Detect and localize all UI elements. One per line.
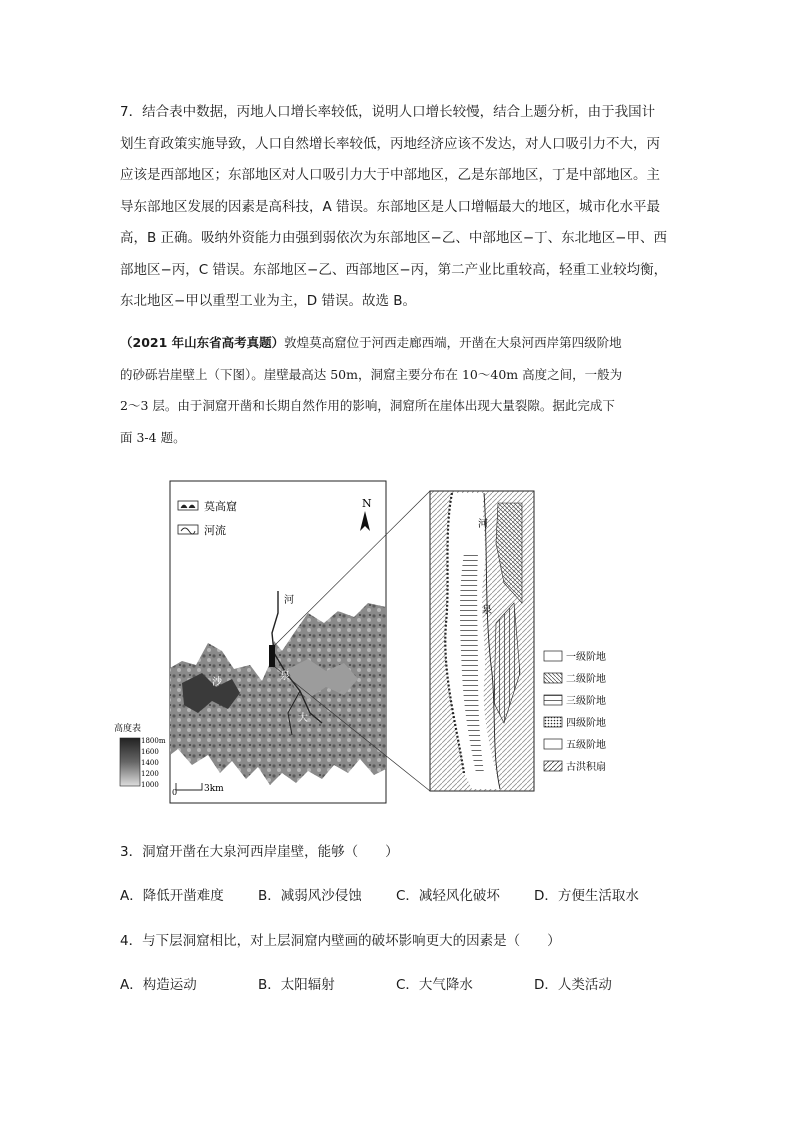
option-a[interactable]: A．降低开凿难度 [120, 888, 224, 904]
option-c[interactable]: C．减轻风化破坏 [396, 888, 500, 904]
question-3-stem: 3．洞窟开凿在大泉河西岸崖壁，能够（ ） [120, 844, 399, 860]
map-label: 河 [284, 595, 294, 606]
terrace-label: 四级阶地 [566, 718, 606, 729]
terrace-legend [544, 650, 606, 773]
mogao-map-figure [112, 473, 672, 813]
elevation-tick: 1400 [141, 759, 159, 767]
answer-line: 东北地区−甲以重型工业为主，D 错误。故选 B。 [120, 293, 417, 309]
option-c[interactable]: C．大气降水 [396, 977, 473, 993]
elevation-tick: 1600 [141, 748, 159, 756]
inset-label: 河 [478, 519, 488, 530]
answer-line: 划生育政策实施导致，人口自然增长率较低，丙地经济应该不发达，对人口吸引力不大，丙 [120, 135, 660, 152]
context-line: 的砂砾岩崖壁上（下图）。崖壁最高达 50m，洞窟主要分布在 10～40m 高度之间，一般为 [120, 366, 623, 382]
map-label: 大 [298, 713, 308, 724]
elevation-tick: 1800m [141, 737, 166, 745]
mogao-site-marker [269, 645, 275, 667]
terrace-swatch [544, 717, 562, 727]
terrace-label: 五级阶地 [566, 740, 606, 751]
terrace-label: 古洪积扇 [566, 762, 606, 773]
question-context [120, 327, 700, 453]
answer-line: 导东部地区发展的因素是高科技，A 错误。东部地区是人口增幅最大的地区，城市化水平最 [120, 198, 661, 215]
legend-label: 河流 [204, 524, 226, 537]
map-label: 泉 [280, 671, 290, 682]
context-text: 敦煌莫高窟位于河西走廊西端，开凿在大泉河西岸第四级阶地 [284, 335, 622, 350]
option-a[interactable]: A．构造运动 [120, 977, 197, 993]
elevation-title: 高度表 [114, 724, 142, 734]
elevation-tick: 1000 [141, 781, 159, 789]
answer-7-explanation [120, 97, 680, 318]
north-label: N [362, 497, 372, 510]
terrace-swatch [544, 673, 562, 683]
source-label: （2021 年山东省高考真题） [120, 335, 285, 350]
terrace-label: 二级阶地 [566, 674, 606, 685]
answer-line: 部地区−丙，C 错误。东部地区−乙、西部地区−丙，第二产业比重较高，轻重工业较均衡， [120, 261, 668, 278]
inset-label: 泉 [482, 605, 492, 616]
option-b[interactable]: B．减弱风沙侵蚀 [258, 888, 362, 904]
terrace-label: 三级阶地 [566, 696, 606, 707]
terrace-swatch [544, 651, 562, 661]
question-3-options [120, 884, 680, 904]
context-line: 面 3-4 题。 [120, 429, 186, 445]
scale-label: 3km [204, 784, 224, 794]
option-b[interactable]: B．太阳辐射 [258, 977, 335, 993]
answer-line: 7．结合表中数据，丙地人口增长率较低，说明人口增长较慢，结合上题分析，由于我国计 [120, 104, 656, 120]
terrace-label: 一级阶地 [566, 652, 606, 663]
legend-label: 莫高窟 [204, 500, 237, 513]
terrace-swatch [544, 695, 562, 705]
elevation-ramp [120, 738, 140, 786]
map-label: 沙 [212, 677, 222, 688]
elevation-tick: 1200 [141, 770, 159, 778]
context-line: 2～3 层。由于洞窟开凿和长期自然作用的影响，洞窟所在崖体出现大量裂隙。据此完成下 [120, 398, 615, 413]
question-4-stem: 4．与下层洞窟相比，对上层洞窟内壁画的破坏影响更大的因素是（ ） [120, 933, 561, 949]
legend-box [178, 501, 198, 510]
scale-zero: 0 [172, 788, 178, 797]
answer-line: 高，B 正确。吸纳外资能力由强到弱依次为东部地区−乙、中部地区−丁、东北地区−甲、西 [120, 230, 667, 246]
question-4-options [120, 973, 680, 993]
answer-line: 应该是西部地区；东部地区对人口吸引力大于中部地区，乙是东部地区，丁是中部地区。主 [120, 167, 660, 183]
option-d[interactable]: D．人类活动 [534, 977, 612, 993]
context-line [120, 327, 700, 359]
terrace-swatch [544, 761, 562, 771]
terrace-swatch [544, 739, 562, 749]
map-svg [112, 473, 672, 813]
option-d[interactable]: D．方便生活取水 [534, 888, 639, 904]
